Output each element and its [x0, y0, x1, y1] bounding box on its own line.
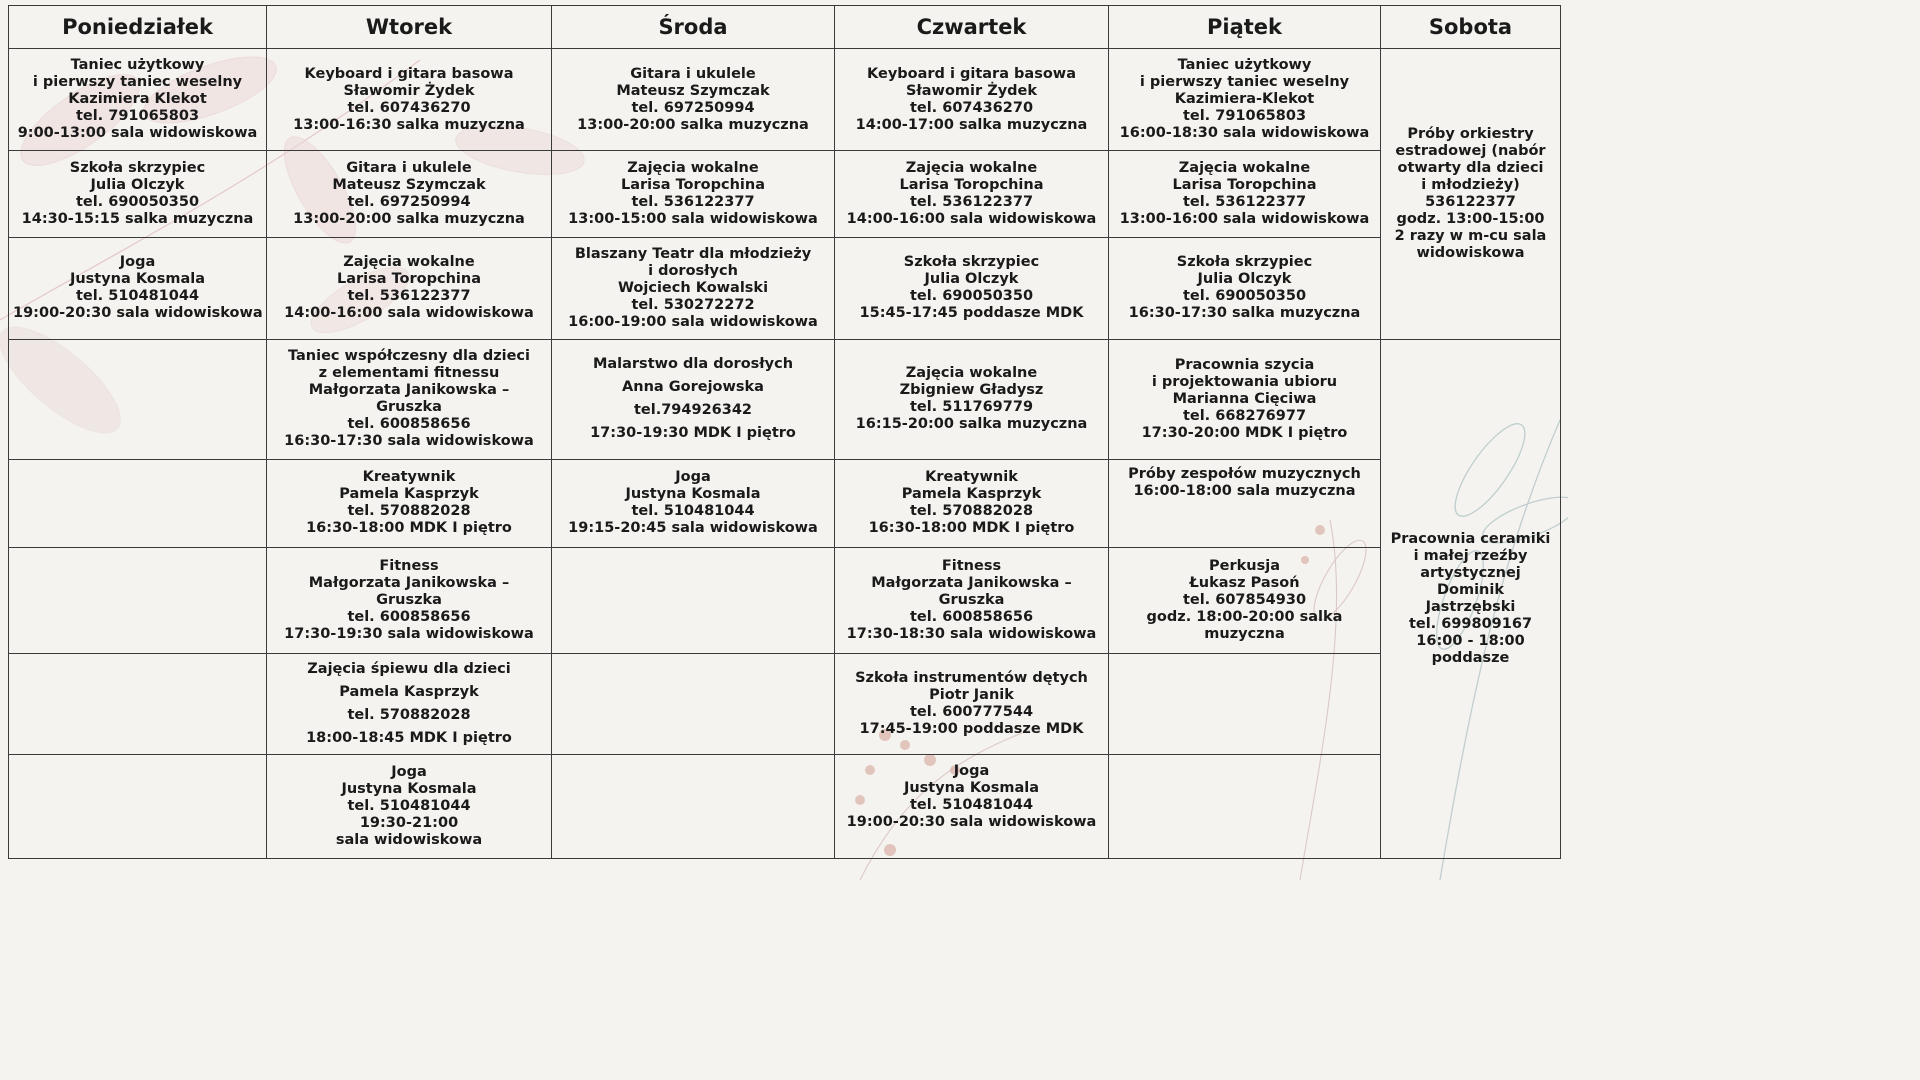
cell-line: tel. 690050350 [75, 194, 200, 211]
cell-line: 17:30-20:00 MDK I piętro [1141, 424, 1348, 441]
cell-line: Małgorzata Janikowska – [871, 575, 1072, 591]
cell-line: tel. 570882028 [347, 706, 471, 723]
schedule-cell [267, 654, 552, 754]
cell-line: Justyna Kosmala [69, 271, 206, 288]
cell-line: 19:00-20:30 sala widowiskowa [846, 813, 1097, 830]
cell-line: i dorosłych [648, 262, 738, 279]
schedule-cell [552, 340, 835, 459]
schedule-cell [9, 754, 267, 858]
cell-line: 536122377 [1425, 194, 1516, 211]
cell-line: Blaszany Teatr dla młodzieży [574, 245, 812, 262]
cell-line: Gruszka [376, 592, 442, 608]
cell-line: poddasze [1431, 650, 1510, 667]
cell-line: 16:00-18:00 sala muzyczna [1133, 482, 1356, 499]
table-row [9, 151, 1561, 237]
cell-line: i pierwszy taniec weselny [1139, 74, 1350, 91]
cell-line: Larisa Toropchina [899, 177, 1044, 194]
cell-line: Łukasz Pasoń [1189, 575, 1300, 591]
cell-line: 14:30-15:15 salka muzyczna [21, 211, 254, 228]
cell-line: Julia Olczyk [1197, 271, 1292, 288]
cell-line: Malarstwo dla dorosłych [592, 356, 794, 373]
schedule-cell [267, 547, 552, 653]
cell-line: tel. 690050350 [909, 288, 1034, 305]
cell-line: tel. 699809167 [1408, 616, 1533, 633]
cell-line: 13:00-16:30 salka muzyczna [293, 116, 525, 133]
table-row [9, 49, 1561, 151]
cell-line: Pracownia szycia [1174, 356, 1315, 373]
cell-line: Próby zespołów muzycznych [1128, 465, 1361, 482]
cell-line: 16:30-17:30 salka muzyczna [1128, 305, 1361, 322]
cell-line: Gruszka [938, 592, 1005, 608]
cell-line: 13:00-20:00 salka muzyczna [293, 211, 525, 228]
schedule-cell [835, 340, 1109, 459]
cell-line: Dominik [1436, 582, 1504, 599]
cell-line: 17:30-19:30 sala widowiskowa [284, 626, 534, 642]
schedule-cell [9, 340, 267, 459]
schedule-cell [1109, 237, 1381, 339]
cell-line: 9:00-13:00 sala widowiskowa [17, 125, 258, 142]
cell-line: Jastrzębski [1425, 599, 1516, 616]
cell-line: artystycznej [1420, 565, 1521, 582]
schedule-cell [552, 237, 835, 339]
cell-line: widowiskowa [1416, 245, 1525, 262]
cell-line: Zajęcia wokalne [1178, 160, 1311, 177]
schedule-cell [9, 151, 267, 237]
schedule-cell [1109, 49, 1381, 151]
cell-line: Justyna Kosmala [903, 779, 1040, 796]
cell-line: Joga [119, 254, 156, 271]
cell-line: 14:00-16:00 sala widowiskowa [846, 211, 1097, 228]
cell-line: Taniec użytkowy [70, 57, 205, 74]
cell-line: tel. 607436270 [909, 99, 1034, 116]
cell-line: 13:00-15:00 sala widowiskowa [568, 211, 818, 228]
cell-line: tel. 607854930 [1182, 592, 1307, 608]
cell-line: Pracownia ceramiki [1390, 531, 1551, 548]
schedule-cell [835, 459, 1109, 547]
cell-line: Zajęcia śpiewu dla dzieci [307, 660, 511, 677]
cell-line: Piotr Janik [929, 686, 1014, 703]
cell-line: 17:30-19:30 MDK I piętro [590, 425, 796, 442]
cell-line: z elementami fitnessu [318, 365, 500, 382]
cell-line: tel. 510481044 [631, 503, 755, 520]
cell-line: Pamela Kasprzyk [901, 486, 1042, 503]
cell-line: tel. 791065803 [75, 108, 200, 125]
cell-line: Kreatywnik [362, 469, 456, 486]
table-row [9, 237, 1561, 339]
schedule-cell [267, 49, 552, 151]
cell-line: Sławomir Żydek [905, 82, 1038, 99]
cell-line: Joga [391, 763, 427, 780]
cell-line: tel.794926342 [633, 402, 753, 419]
cell-line: Szkoła skrzypiec [69, 160, 206, 177]
cell-line: sala widowiskowa [335, 831, 483, 848]
cell-line: Larisa Toropchina [620, 177, 766, 194]
cell-line: godz. 18:00-20:00 salka [1146, 609, 1343, 625]
cell-line: tel. 607436270 [347, 99, 471, 116]
cell-line: Justyna Kosmala [341, 780, 477, 797]
day-header-friday: Piątek [1109, 6, 1381, 49]
schedule-cell [835, 754, 1109, 858]
cell-line: Marianna Cięciwa [1172, 390, 1317, 407]
cell-line: Kazimiera-Klekot [1174, 91, 1315, 108]
cell-line: Perkusja [1209, 558, 1280, 574]
cell-line: 2 razy w m-cu sala [1394, 228, 1547, 245]
cell-line: Fitness [379, 558, 439, 574]
cell-line: i projektowania ubioru [1151, 373, 1338, 390]
cell-line: Keyboard i gitara basowa [304, 65, 514, 82]
cell-line: 16:30-18:00 MDK I piętro [306, 520, 512, 537]
cell-line: Joga [953, 762, 990, 779]
cell-line: godz. 13:00-15:00 [1396, 211, 1545, 228]
cell-line: Kazimiera Klekot [68, 91, 207, 108]
table-row [9, 459, 1561, 547]
cell-line: Taniec współczesny dla dzieci [287, 348, 531, 365]
cell-line: i pierwszy taniec weselny [32, 74, 243, 91]
cell-line: tel. 600858656 [347, 609, 471, 625]
cell-line: Wojciech Kowalski [617, 279, 769, 296]
cell-line: tel. 536122377 [631, 194, 755, 211]
cell-line: tel. 570882028 [909, 503, 1034, 520]
cell-line: 19:30-21:00 [359, 814, 459, 831]
cell-line: Małgorzata Janikowska – [308, 575, 510, 591]
cell-line: muzyczna [1204, 626, 1285, 642]
cell-line: Gitara i ukulele [630, 65, 756, 82]
schedule-cell [552, 151, 835, 237]
cell-line: Gitara i ukulele [346, 160, 472, 177]
cell-line: Julia Olczyk [924, 271, 1019, 288]
cell-line: 15:45-17:45 poddasze MDK [859, 305, 1084, 322]
schedule-cell [1109, 340, 1381, 459]
cell-line: Zajęcia wokalne [627, 160, 759, 177]
cell-line: tel. 511769779 [909, 399, 1034, 416]
cell-line: 16:00-18:30 sala widowiskowa [1119, 125, 1370, 142]
cell-line: 17:30-18:30 sala widowiskowa [846, 626, 1097, 642]
schedule-cell [1109, 654, 1381, 754]
cell-line: Pamela Kasprzyk [339, 683, 479, 700]
cell-line: Larisa Toropchina [336, 271, 482, 288]
cell-line: Joga [675, 469, 711, 486]
cell-line: tel. 600858656 [347, 416, 471, 433]
schedule-cell [552, 547, 835, 653]
cell-line: tel. 697250994 [631, 99, 755, 116]
schedule-cell [1109, 151, 1381, 237]
schedule-cell [552, 459, 835, 547]
cell-line: Gruszka [376, 399, 442, 416]
cell-line: Sławomir Żydek [343, 82, 475, 99]
cell-line: otwarty dla dzieci [1397, 160, 1544, 177]
cell-line: i młodzieży) [1421, 177, 1520, 194]
cell-line: tel. 668276977 [1182, 407, 1307, 424]
cell-line: 16:15-20:00 salka muzyczna [855, 416, 1088, 433]
cell-line: 16:00 - 18:00 [1416, 633, 1525, 650]
cell-line: tel. 536122377 [909, 194, 1034, 211]
schedule-cell [835, 151, 1109, 237]
table-row [9, 547, 1561, 653]
schedule-table [8, 5, 1561, 859]
schedule-cell [1109, 459, 1381, 547]
cell-line: tel. 791065803 [1182, 108, 1307, 125]
schedule-cell [1109, 547, 1381, 653]
schedule-cell [9, 654, 267, 754]
cell-line: 13:00-20:00 salka muzyczna [577, 116, 809, 133]
day-header-thursday: Czwartek [835, 6, 1109, 49]
cell-line: 16:30-18:00 MDK I piętro [868, 520, 1075, 537]
cell-line: Zajęcia wokalne [343, 254, 475, 271]
schedule-cell [267, 459, 552, 547]
schedule-cell [552, 49, 835, 151]
day-header-wednesday: Środa [552, 6, 835, 49]
day-header-saturday: Sobota [1381, 6, 1561, 49]
schedule-cell [835, 237, 1109, 339]
cell-line: 16:30-17:30 sala widowiskowa [284, 433, 534, 450]
schedule-cell [1109, 754, 1381, 858]
cell-line: Szkoła instrumentów dętych [855, 669, 1088, 686]
cell-line: Mateusz Szymczak [332, 177, 486, 194]
cell-line: 14:00-17:00 salka muzyczna [855, 116, 1088, 133]
cell-line: tel. 690050350 [1182, 288, 1307, 305]
cell-line: tel. 536122377 [1182, 194, 1307, 211]
schedule-cell [9, 547, 267, 653]
saturday-cell-orchestra [1381, 49, 1561, 340]
schedule-cell [552, 654, 835, 754]
schedule-cell [9, 237, 267, 339]
cell-line: tel. 600858656 [909, 609, 1034, 625]
cell-line: 19:00-20:30 sala widowiskowa [13, 305, 263, 322]
cell-line: Taniec użytkowy [1177, 57, 1312, 74]
cell-line: Fitness [941, 558, 1002, 574]
day-header-tuesday: Wtorek [267, 6, 552, 49]
header-row [9, 6, 1561, 49]
cell-line: tel. 570882028 [347, 503, 471, 520]
cell-line: Keyboard i gitara basowa [867, 65, 1076, 82]
cell-line: Julia Olczyk [90, 177, 185, 194]
table-row [9, 654, 1561, 754]
schedule-cell [267, 237, 552, 339]
schedule-cell [9, 459, 267, 547]
cell-line: 18:00-18:45 MDK I piętro [306, 729, 512, 746]
schedule-cell [267, 340, 552, 459]
schedule-cell [267, 151, 552, 237]
cell-line: tel. 510481044 [347, 797, 471, 814]
cell-line: Justyna Kosmala [625, 486, 761, 503]
cell-line: Zajęcia wokalne [905, 160, 1038, 177]
cell-line: Zajęcia wokalne [905, 365, 1038, 382]
cell-line: 13:00-16:00 sala widowiskowa [1119, 211, 1370, 228]
cell-line: Pamela Kasprzyk [339, 486, 479, 503]
cell-line: Kreatywnik [925, 469, 1018, 486]
cell-line: tel. 510481044 [909, 796, 1034, 813]
schedule-cell [267, 754, 552, 858]
cell-line: i małej rzeźby [1413, 548, 1528, 565]
cell-line: Próby orkiestry [1407, 126, 1534, 143]
table-row [9, 340, 1561, 459]
day-header-monday: Poniedziałek [9, 6, 267, 49]
cell-line: 19:15-20:45 sala widowiskowa [568, 520, 818, 537]
table-row [9, 754, 1561, 858]
schedule-cell [835, 547, 1109, 653]
schedule-cell [9, 49, 267, 151]
cell-line: 14:00-16:00 sala widowiskowa [284, 305, 534, 322]
cell-line: tel. 530272272 [631, 296, 755, 313]
cell-line: Larisa Toropchina [1172, 177, 1317, 194]
saturday-cell-ceramics [1381, 340, 1561, 859]
cell-line: Małgorzata Janikowska – [308, 382, 510, 399]
cell-line: tel. 697250994 [347, 194, 471, 211]
cell-line: tel. 536122377 [347, 288, 471, 305]
cell-line: 17:45-19:00 poddasze MDK [859, 720, 1084, 737]
cell-line: Mateusz Szymczak [616, 82, 770, 99]
schedule-cell [835, 49, 1109, 151]
cell-line: Anna Gorejowska [622, 379, 764, 396]
cell-line: Szkoła skrzypiec [903, 254, 1040, 271]
cell-line: 16:00-19:00 sala widowiskowa [568, 313, 818, 330]
cell-line: estradowej (nabór [1395, 143, 1546, 160]
schedule-cell [552, 754, 835, 858]
cell-line: Zbigniew Gładysz [899, 382, 1044, 399]
cell-line: tel. 510481044 [75, 288, 200, 305]
cell-line: Szkoła skrzypiec [1176, 254, 1313, 271]
cell-line: tel. 600777544 [909, 703, 1034, 720]
schedule-cell [835, 654, 1109, 754]
